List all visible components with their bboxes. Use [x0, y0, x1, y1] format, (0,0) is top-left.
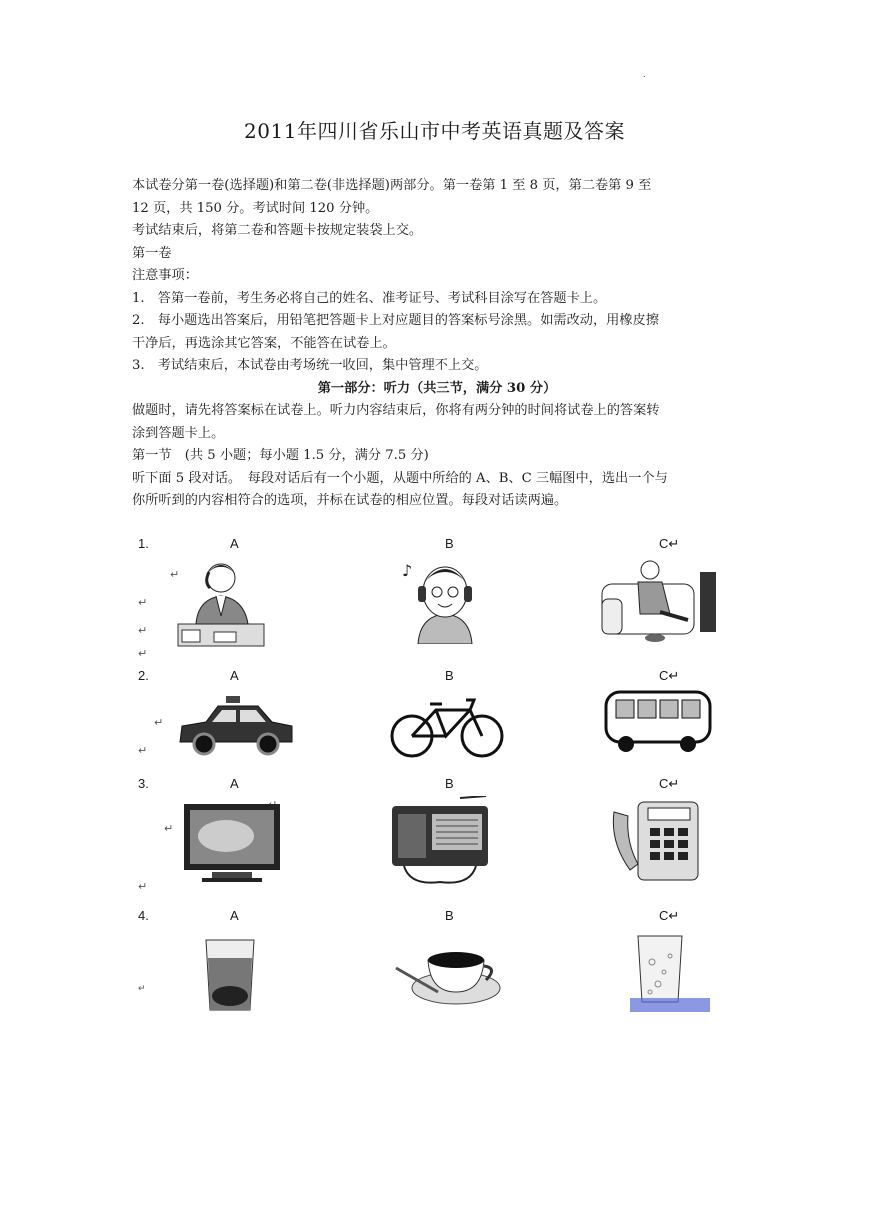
- return-mark: ↵: [170, 568, 180, 581]
- return-mark: ↵: [138, 596, 148, 609]
- svg-text:♪: ♪: [402, 561, 413, 580]
- option-label-a: A: [230, 908, 239, 923]
- return-mark: ↵: [164, 822, 174, 835]
- part1-direction: 做题时，请先将答案标在试卷上。听力内容结束后，你将有两分钟的时间将试卷上的答案转: [132, 403, 660, 418]
- option-label-a: A: [230, 536, 239, 551]
- television-picture: [182, 802, 282, 884]
- section1-instruction-b: 你所听到的内容相符合的选项，并标在试卷的相应位置。每段对话读两遍。: [132, 493, 568, 508]
- part1-direction-b: 涂到答题卡上。: [132, 425, 225, 441]
- picture-question-grid: [132, 532, 732, 1022]
- return-mark: ↵: [138, 984, 146, 994]
- return-mark: ↵: [138, 880, 148, 893]
- notice-item-2: 2. 每小题选出答案后，用铅笔把答题卡上对应题目的答案标号涂黑。如需改动，用橡皮擦: [132, 313, 659, 328]
- coffee-cup-picture: [394, 930, 504, 1010]
- man-on-phone-picture: [176, 554, 266, 649]
- option-label-a: A: [230, 776, 239, 791]
- page-dot: .: [643, 70, 646, 79]
- page-title: 2011年四川省乐山市中考英语真题及答案: [244, 119, 625, 143]
- bus-picture: [602, 686, 714, 756]
- question-number: 4.: [138, 908, 149, 923]
- radio-picture: [390, 796, 490, 886]
- return-mark: ↵: [154, 716, 164, 729]
- notice-heading: 注意事项：: [132, 268, 198, 283]
- question-row-1: [132, 532, 732, 660]
- option-label-b: B: [445, 668, 454, 683]
- section1-heading: 第一节 (共 5 小题；每小题 1.5 分，满分 7.5 分): [132, 448, 429, 463]
- volume-label: 第一卷: [132, 245, 172, 261]
- return-mark: ↵: [138, 624, 148, 637]
- intro-para-1: 本试卷分第一卷(选择题)和第二卷(非选择题)两部分。第一卷第 1 至 8 页，第二卷第 9 至: [132, 178, 652, 193]
- notice-item-3: 3. 考试结束后，本试卷由考场统一收回，集中管理不上交。: [132, 358, 488, 373]
- option-label-c: C↵: [659, 776, 680, 791]
- option-label-c: C↵: [659, 908, 680, 923]
- option-label-a: A: [230, 668, 239, 683]
- intro-para-1b: 12 页，共 150 分。考试时间 120 分钟。: [132, 200, 379, 216]
- question-row-4: [132, 904, 732, 1019]
- tea-glass-picture: [202, 936, 258, 1012]
- option-label-b: B: [445, 776, 454, 791]
- return-mark: ↵: [138, 744, 148, 757]
- notice-item-1: 1. 答第一卷前，考生务必将自己的姓名、准考证号、考试科目涂写在答题卡上。: [132, 290, 607, 306]
- question-number: 1.: [138, 536, 149, 551]
- bicycle-picture: [390, 690, 505, 760]
- notice-item-2b: 干净后，再选涂其它答案，不能答在试卷上。: [132, 335, 396, 351]
- option-label-c: C↵: [659, 668, 680, 683]
- part1-heading: 第一部分：听力（共三节，满分 30 分）: [317, 380, 557, 396]
- return-mark: ↵: [138, 647, 148, 660]
- option-label-c: C↵: [659, 536, 680, 551]
- man-on-sofa-picture: [600, 554, 720, 644]
- intro-para-2: 考试结束后，将第二卷和答题卡按规定装袋上交。: [132, 223, 423, 238]
- telephone-picture: [610, 798, 702, 886]
- intro-block: [132, 175, 742, 513]
- option-label-b: B: [445, 908, 454, 923]
- taxi-picture: [176, 694, 296, 756]
- question-row-3: [132, 772, 732, 892]
- option-label-b: B: [445, 536, 454, 551]
- section1-instruction: 听下面 5 段对话。 每段对话后有一个小题，从题中所给的 A、B、C 三幅图中，选出一个与: [132, 470, 668, 486]
- question-row-2: [132, 664, 732, 764]
- question-number: 3.: [138, 776, 149, 791]
- boy-headphones-picture: [400, 554, 490, 644]
- question-number: 2.: [138, 668, 149, 683]
- water-glass-picture: [630, 932, 710, 1014]
